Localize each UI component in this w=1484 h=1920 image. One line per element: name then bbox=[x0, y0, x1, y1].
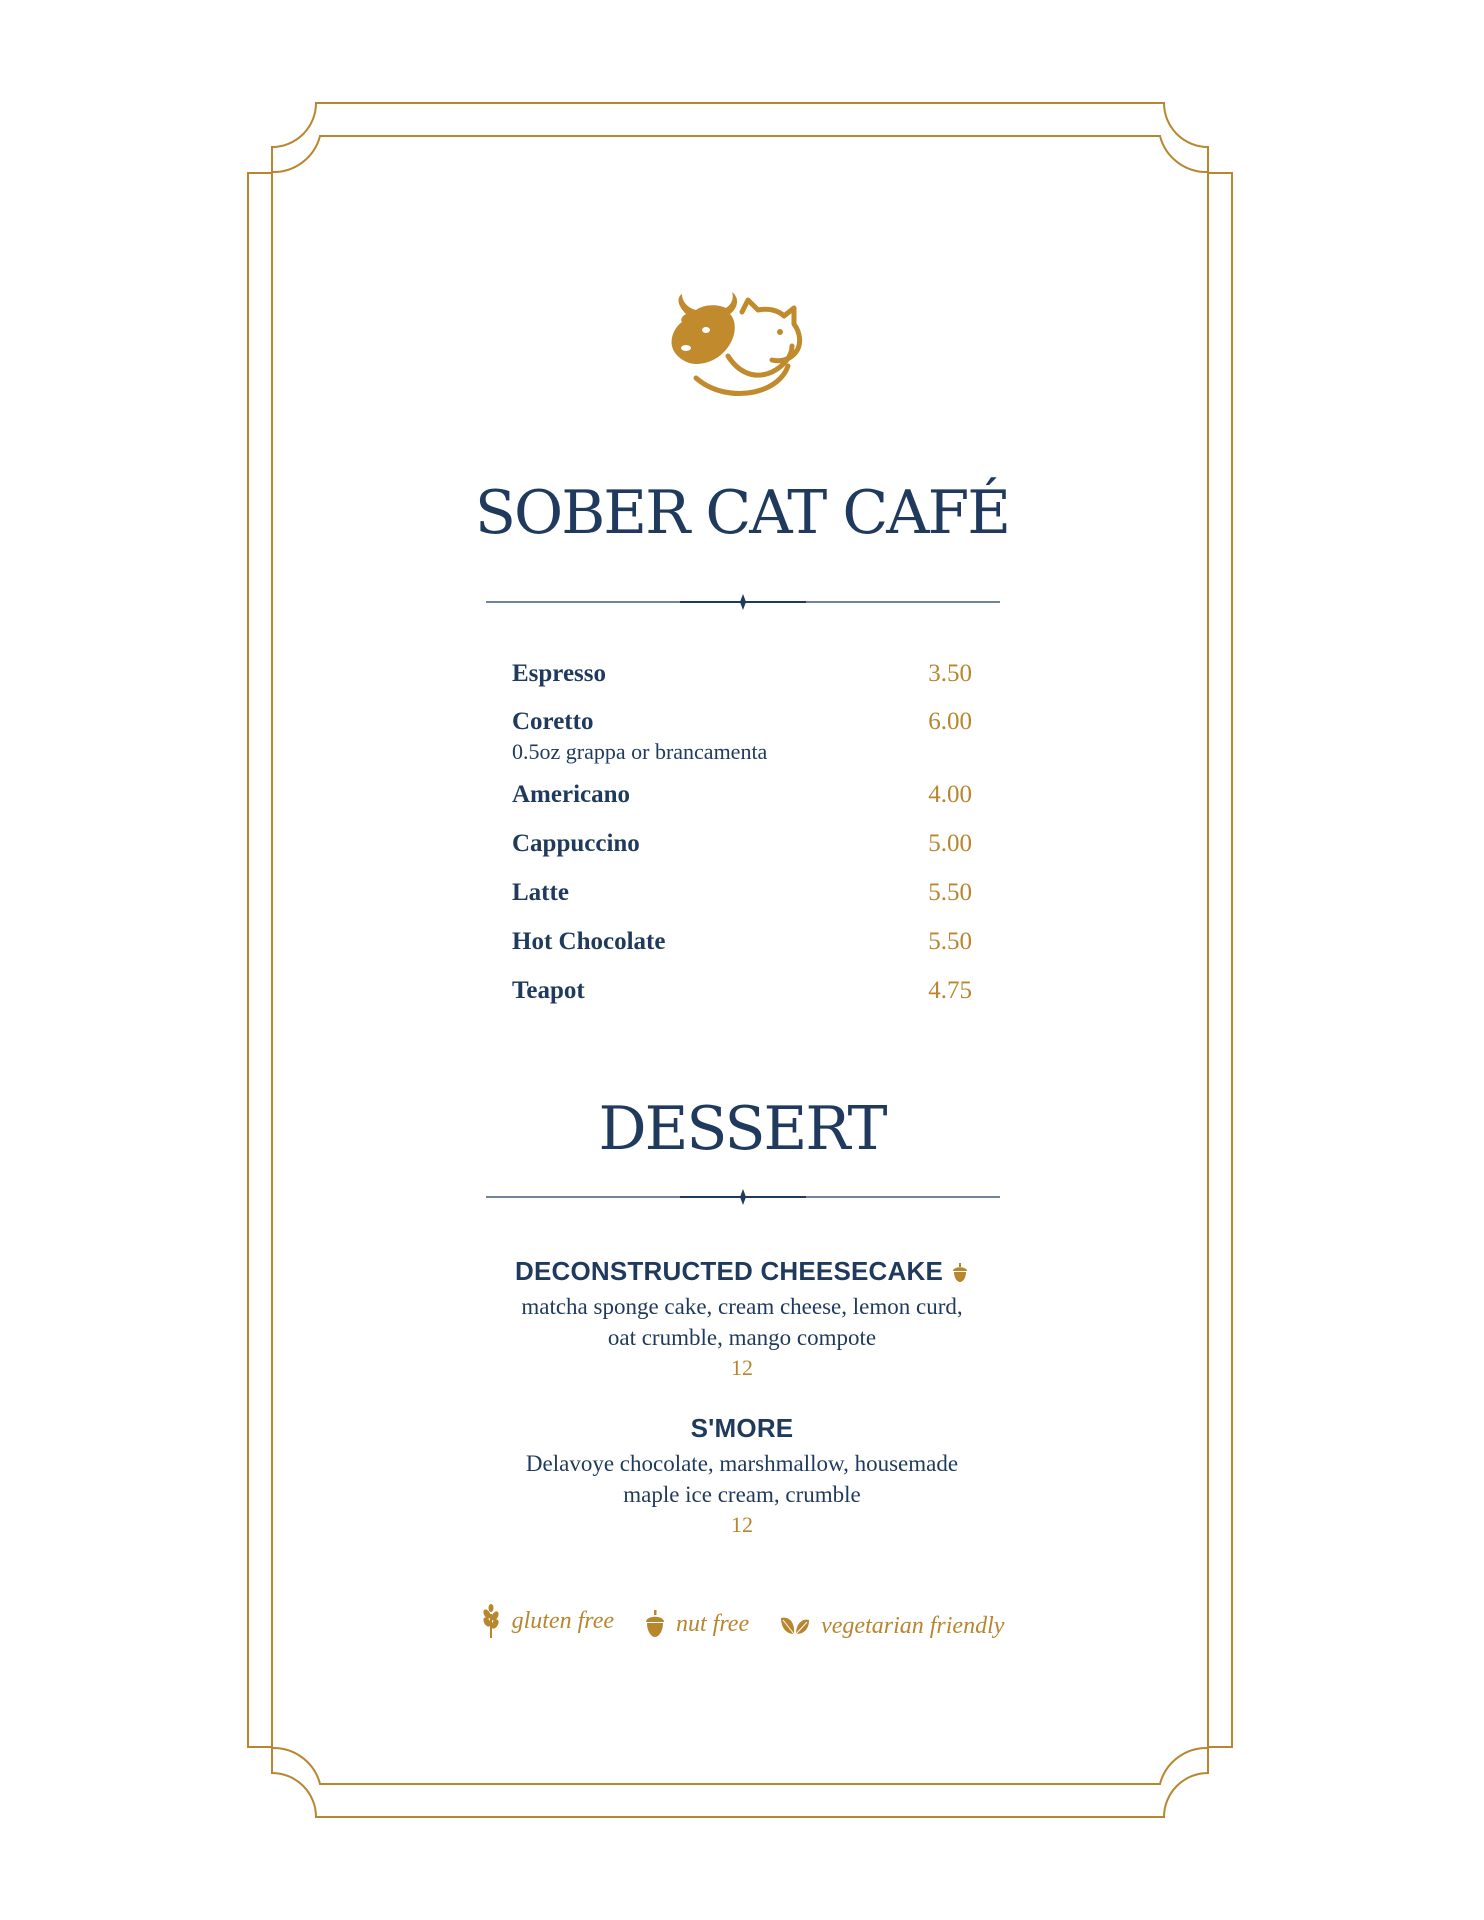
menu-item-name: Americano bbox=[512, 781, 631, 808]
dessert-name: DECONSTRUCTED CHEESECAKE bbox=[514, 1256, 944, 1286]
menu-item-price: 4.75 bbox=[928, 977, 972, 1004]
menu-item-name: Hot Chocolate bbox=[512, 928, 666, 955]
menu-item-name: Latte bbox=[512, 879, 569, 906]
dietary-legend bbox=[0, 1604, 1484, 1645]
dessert-price: 12 bbox=[731, 1512, 753, 1537]
dessert-price: 12 bbox=[731, 1355, 753, 1380]
menu-item-price: 6.00 bbox=[928, 708, 972, 735]
dessert-description bbox=[0, 1448, 1484, 1510]
menu-item-note: 0.5oz grappa or brancamenta bbox=[512, 739, 768, 764]
dessert-item-smore bbox=[0, 1413, 1484, 1540]
menu-item-price: 4.00 bbox=[928, 781, 972, 808]
legend-vegetarian-friendly bbox=[779, 1613, 1004, 1640]
menu-item-price: 5.00 bbox=[928, 830, 972, 857]
section-divider-ornament bbox=[486, 592, 1000, 612]
acorn-icon bbox=[644, 1610, 666, 1638]
legend-gluten-free bbox=[480, 1604, 614, 1638]
section-divider-ornament bbox=[486, 1187, 1000, 1207]
dessert-description-line: maple ice cream, crumble bbox=[623, 1482, 861, 1507]
menu-item-name: Coretto bbox=[512, 708, 594, 735]
dessert-name-line bbox=[0, 1413, 1484, 1444]
wheat-icon bbox=[480, 1604, 502, 1638]
dessert-description-line: oat crumble, mango compote bbox=[607, 1325, 877, 1350]
menu-item-price: 5.50 bbox=[928, 879, 972, 906]
dessert-name-line bbox=[0, 1256, 1484, 1287]
legend-label: vegetarian friendly bbox=[821, 1612, 1005, 1639]
cafe-section-title: SOBER CAT CAFÉ bbox=[474, 478, 1010, 548]
cow-cat-logo bbox=[668, 292, 808, 404]
legend-label: nut free bbox=[676, 1610, 750, 1637]
nut-free-icon bbox=[951, 1263, 969, 1283]
menu-item-name: Teapot bbox=[512, 977, 585, 1004]
legend-label: gluten free bbox=[511, 1607, 615, 1634]
menu-item-name: Cappuccino bbox=[512, 830, 640, 857]
dessert-description bbox=[0, 1291, 1484, 1353]
menu-item-name: Espresso bbox=[512, 660, 607, 687]
dessert-description-line: Delavoye chocolate, marshmallow, housemade bbox=[525, 1451, 959, 1476]
dessert-description-line: matcha sponge cake, cream cheese, lemon curd, bbox=[521, 1294, 963, 1319]
leaf-icon bbox=[779, 1614, 811, 1638]
dessert-section-title: DESSERT bbox=[598, 1094, 886, 1164]
menu-item-price: 3.50 bbox=[928, 660, 972, 687]
menu-item-price: 5.50 bbox=[928, 928, 972, 955]
dessert-name: S'MORE bbox=[690, 1413, 794, 1443]
dessert-item-cheesecake bbox=[0, 1256, 1484, 1383]
legend-nut-free bbox=[644, 1610, 749, 1638]
